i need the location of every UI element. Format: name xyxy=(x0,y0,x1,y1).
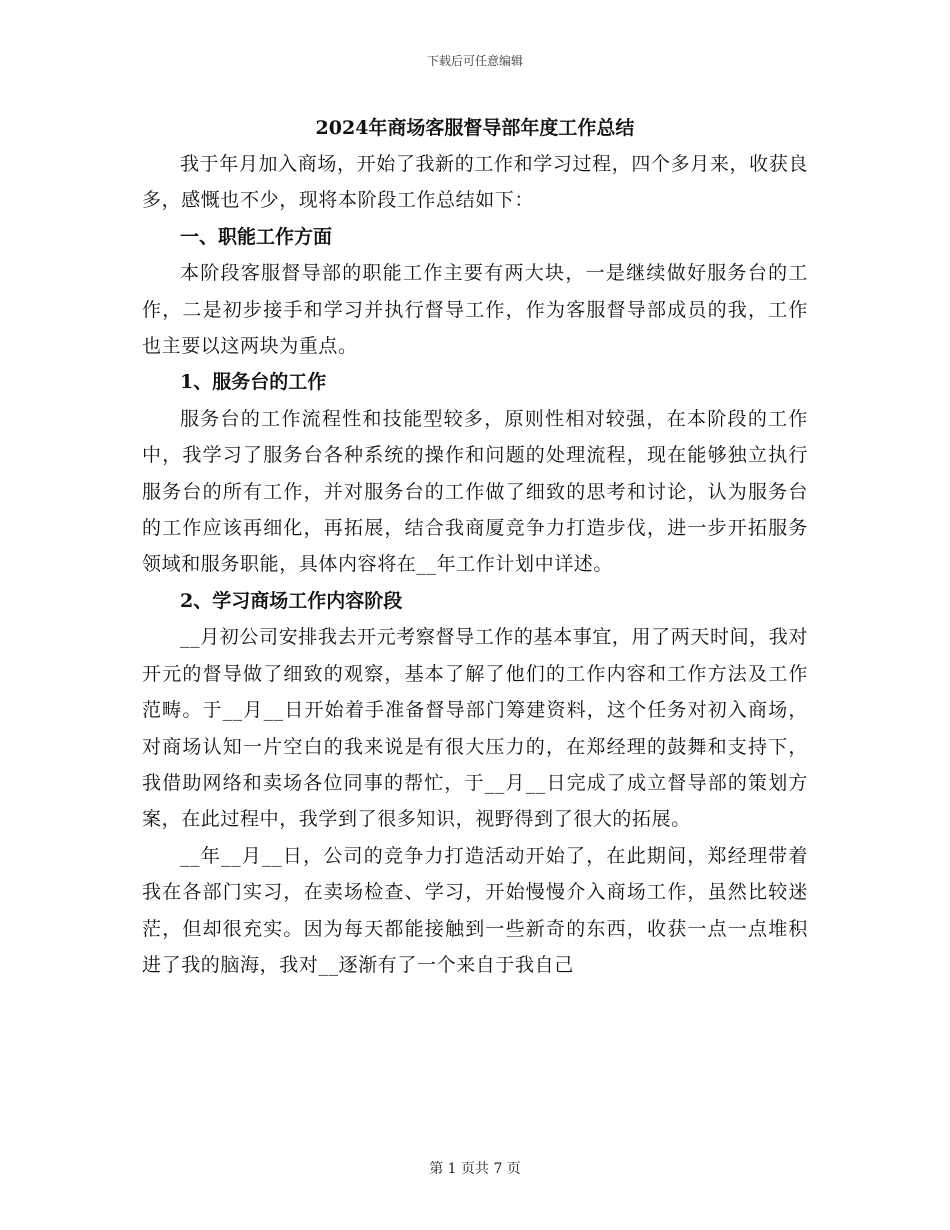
paragraph-competitiveness: __年__月__日，公司的竞争力打造活动开始了，在此期间，郑经理带着我在各部门实习，在卖场检查、学习，开始慢慢介入商场工作，虽然比较迷茫，但却很充实。因为每天都能接触到一些新奇的东西，收获一点一点堆积进了我的脑海，我对__逐渐有了一个来自于我自己 xyxy=(142,844,808,976)
document-body xyxy=(142,110,808,983)
heading-service-desk: 1、服务台的工作 xyxy=(180,371,327,394)
heading-learning-stage: 2、学习商场工作内容阶段 xyxy=(180,589,403,612)
paragraph-functional-work: 本阶段客服督导部的职能工作主要有两大块，一是继续做好服务台的工作，二是初步接手和学习并执行督导工作，作为客服督导部成员的我，工作也主要以这两块为重点。 xyxy=(142,262,808,358)
document-title: 2024年商场客服督导部年度工作总结 xyxy=(315,117,635,139)
paragraph-service-desk: 服务台的工作流程性和技能型较多，原则性相对较强，在本阶段的工作中，我学习了服务台各种系统的操作和问题的处理流程，现在能够独立执行服务台的所有工作，并对服务台的工作做了细致的思考和讨论，认为服务台的工作应该再细化，再拓展，结合我商厦竞争力打造步伐，进一步开拓服务领域和服务职能，具体内容将在__年工作计划中详述。 xyxy=(142,407,808,576)
paragraph-learning-stage: __月初公司安排我去开元考察督导工作的基本事宜，用了两天时间，我对开元的督导做了细致的观察，基本了解了他们的工作内容和工作方法及工作范畴。于__月__日开始着手准备督导部门筹建资料，这个任务对初入商场，对商场认知一片空白的我来说是有很大压力的，在郑经理的鼓舞和支持下，我借助网络和卖场各位同事的帮忙，于__月__日完成了成立督导部的策划方案，在此过程中，我学到了很多知识，视野得到了很大的拓展。 xyxy=(142,626,808,831)
page-footer: 第 1 页共 7 页 xyxy=(429,1161,521,1177)
header-note: 下载后可任意编辑 xyxy=(426,54,523,68)
paragraph-intro: 我于年月加入商场，开始了我新的工作和学习过程，四个多月来，收获良多，感慨也不少，现将本阶段工作总结如下： xyxy=(142,153,808,212)
heading-functional-work: 一、职能工作方面 xyxy=(180,225,333,248)
